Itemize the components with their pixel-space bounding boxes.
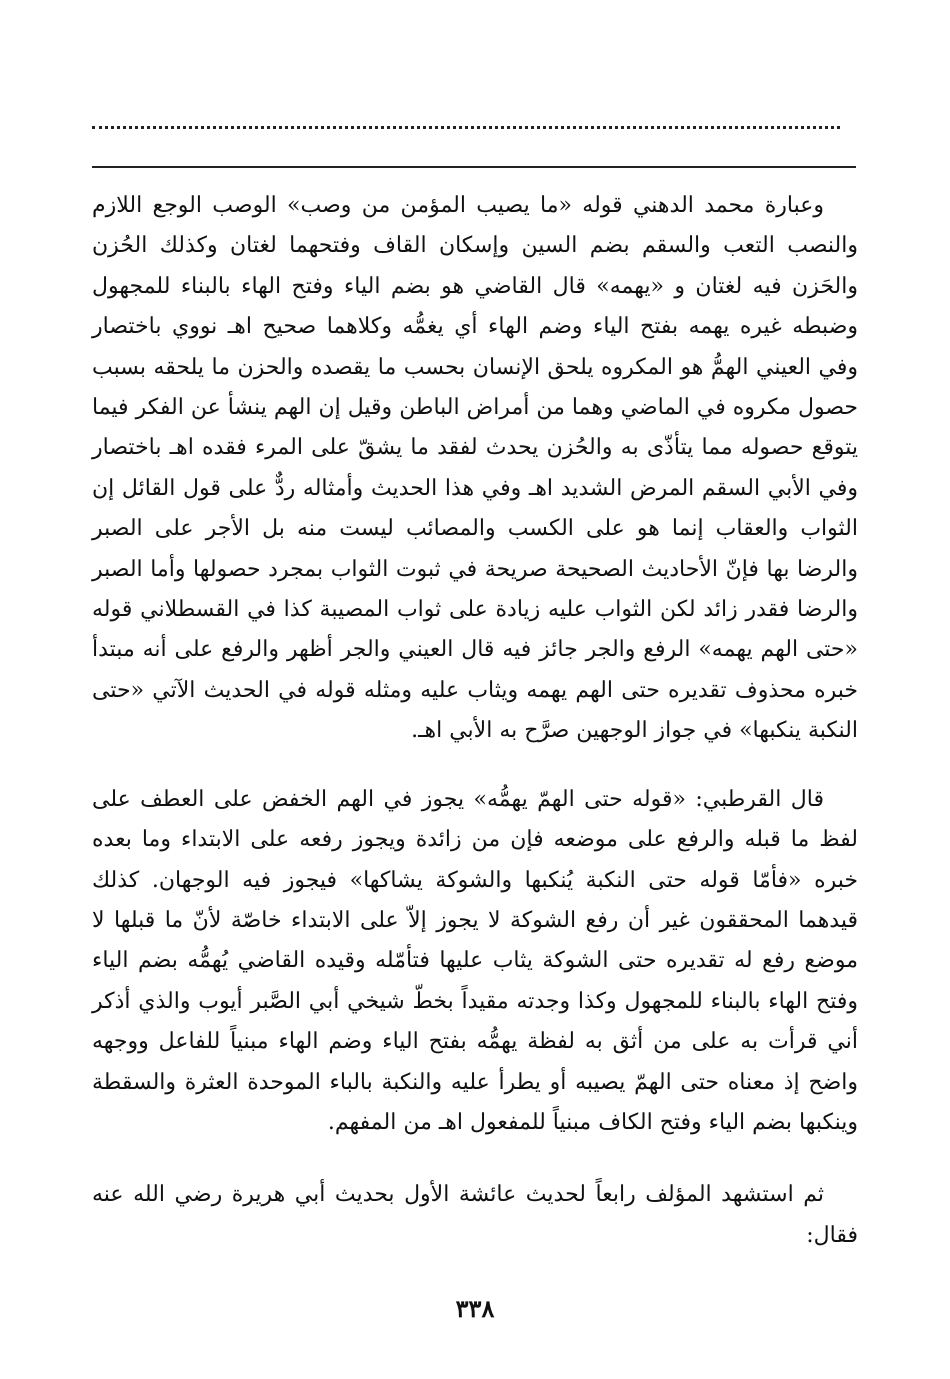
paragraph-commentary-qurtubi: قال القرطبي: «قوله حتى الهمّ يهمُّه» يجوز في الهم الخفض على العطف على لفظ ما قبله والرفع على موضعه فإن من زائدة ويجوز رفعه على الابتداء وما بعده خبره «فأمّا قوله حتى النكبة يُنكبها والشوكة يشاكها» فيجوز فيه الوجهان. كذلك قيدهما المحققون غير أن رفع الشوكة لا يجوز إلاّ على الابتداء خاصّة لأنّ ما قبلها لا موضع رفع له تقديره حتى الشوكة يثاب عليها فتأمّله وقيده القاضي يُهمُّه بضم الياء وفتح الهاء بالبناء للمجهول وكذا وجدته مقيداً بخطّ شيخي أبي الصَّبر أيوب والذي أذكر أني قرأت به على من أثق به لفظة يهمُّه بفتح الياء وضم الهاء مبنياً للفاعل ووجهه واضح إذ معناه حتى الهمّ يصيبه أو يطرأ عليه والنكبة بالباء الموحدة العثرة والسقطة وينكبها بضم الياء وفتح الكاف مبنياً للمفعول اهـ من المفهم.: [92, 786, 858, 1135]
footnote-rule: [92, 166, 856, 168]
dotted-separator: [92, 112, 840, 129]
paragraph-commentary-dahni: وعبارة محمد الدهني قوله «ما يصيب المؤمن من وصب» الوصب الوجع اللازم والنصب التعب والسقم بضم السين وإسكان القاف وفتحهما لغتان وكذلك الحُزن والحَزن فيه لغتان و «يهمه» قال القاضي هو بضم الياء وفتح الهاء بالبناء للمجهول وضبطه غيره يهمه بفتح الياء وضم الهاء أي يغمُّه وكلاهما صحيح اهـ نووي باختصار وفي العيني الهمُّ هو المكروه يلحق الإنسان بحسب ما يقصده والحزن ما يلحقه بسبب حصول مكروه في الماضي وهما من أمراض الباطن وقيل إن الهم ينشأ عن الفكر فيما يتوقع حصوله مما يتأذّى به والحُزن يحدث لفقد ما يشقّ على المرء فقده اهـ باختصار وفي الأبي السقم المرض الشديد اهـ وفي هذا الحديث وأمثاله ردٌّ على قول القائل إن الثواب والعقاب إنما هو على الكسب والمصائب ليست منه بل الأجر على الصبر والرضا بها فإنّ الأحاديث الصحيحة صريحة في ثبوت الثواب بمجرد حصولها وأما الصبر والرضا فقدر زائد لكن الثواب عليه زيادة على ثواب المصيبة كذا في القسطلاني قوله «حتى الهم يهمه» الرفع والجر جائز فيه قال العيني والجر أظهر والرفع على أنه مبتدأ خبره محذوف تقديره حتى الهم يهمه ويثاب عليه ومثله قوله في الحديث الآتي «حتى النكبة ينكبها» في جواز الوجهين صرَّح به الأبي اهـ.: [92, 193, 858, 744]
body-text: [92, 186, 858, 1256]
paragraph-transition: ثم استشهد المؤلف رابعاً لحديث عائشة الأول بحديث أبي هريرة رضي الله عنه فقال:: [92, 1182, 858, 1248]
page-number: ٣٣٨: [455, 1294, 495, 1323]
